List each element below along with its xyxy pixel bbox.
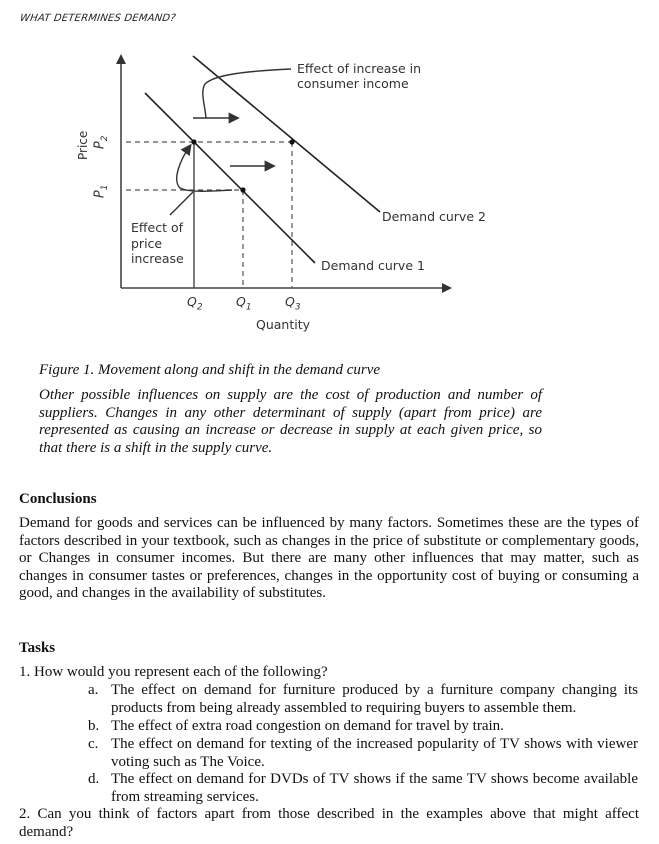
task-item-c: c. The effect on demand for texting of the increased popularity of TV shows with viewer voting such as The Voice.	[88, 736, 638, 770]
annotation-price-increase: Effect of price increase	[131, 220, 184, 266]
tasks-heading: Tasks	[19, 640, 56, 656]
y-axis-label: Price	[76, 130, 90, 160]
price-label-p1: $P_1$	[92, 184, 111, 199]
task-item-d: d. The effect on demand for DVDs of TV shows if the same TV shows become available from streaming services.	[88, 771, 638, 805]
figure-caption: Figure 1. Movement along and shift in the demand curve	[39, 362, 381, 378]
price-label-p2: $P_2$	[92, 135, 111, 150]
y-axis-arrow-icon	[116, 54, 126, 64]
task-question-2: 2. Can you think of factors apart from those described in the examples above that might affect demand?	[19, 806, 639, 840]
quantity-label-q3: $Q_3$	[285, 294, 301, 313]
x-axis-label: Quantity	[256, 317, 311, 332]
point-p2-q3	[289, 139, 294, 144]
point-p2-q2	[191, 139, 196, 144]
curve2-label: Demand curve 2	[382, 209, 486, 224]
conclusions-paragraph: Demand for goods and services can be influenced by many factors. Sometimes these are the types of factors described in your textbook, such as changes in the price of substitute or complementary goods, or Changes in consumer incomes. But there are many other influences that may matter, such as changes in consumer tastes or preferences, changes in the opportunity cost of buying or consuming a good, and changes in the availability of substitutes.	[19, 515, 639, 602]
annotation-income: Effect of increase in consumer income	[297, 61, 422, 91]
quantity-label-q2: $Q_2$	[187, 294, 203, 313]
task-item-b: b. The effect of extra road congestion on demand for travel by train.	[88, 718, 504, 734]
supply-paragraph: Other possible influences on supply are the cost of production and number of suppliers. Changes in any other determinant of supply (apart from price) are represented as causing an increase or decrease in supply at each given price, so that there is a shift in the supply curve.	[39, 387, 542, 456]
quantity-label-q1: $Q_1$	[236, 294, 252, 313]
x-axis-arrow-icon	[442, 283, 452, 293]
page-header-title: WHAT DETERMINES DEMAND?	[19, 13, 177, 24]
conclusions-heading: Conclusions	[19, 491, 97, 507]
task-question-1: 1. How would you represent each of the following?	[19, 664, 328, 680]
demand-curve-figure	[0, 40, 520, 350]
demand-curve-chart	[0, 40, 520, 350]
task-item-a: a. The effect on demand for furniture produced by a furniture company changing its products from being already assembled to requiring buyers to assemble them.	[88, 682, 638, 716]
point-p1-q1	[240, 187, 245, 192]
curve1-label: Demand curve 1	[321, 258, 425, 273]
